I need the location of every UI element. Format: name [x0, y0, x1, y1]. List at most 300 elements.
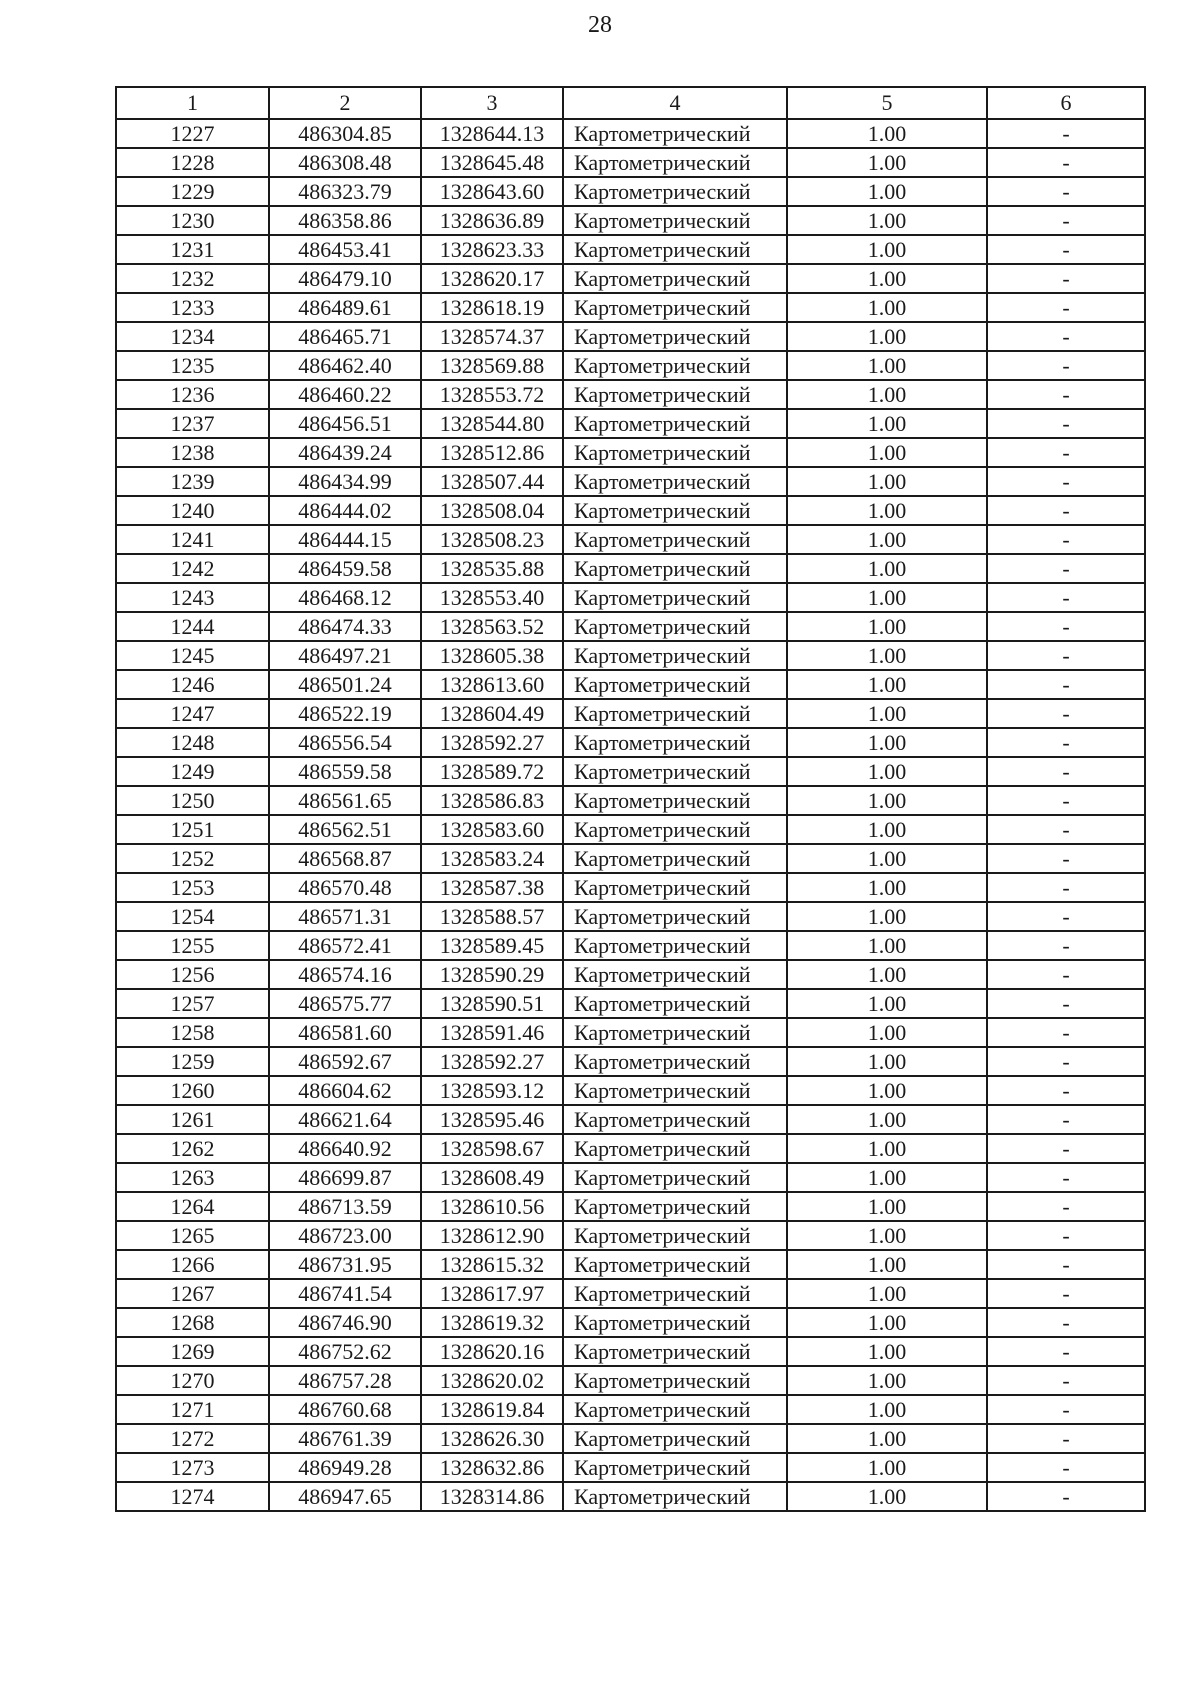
x-coordinate-cell: 486304.85	[269, 119, 421, 148]
y-coordinate-cell: 1328314.86	[421, 1482, 563, 1511]
accuracy-cell: 1.00	[787, 1366, 987, 1395]
method-cell: Картометрический	[563, 1308, 787, 1337]
table-row	[116, 757, 1145, 786]
y-coordinate-cell: 1328613.60	[421, 670, 563, 699]
method-cell: Картометрический	[563, 148, 787, 177]
accuracy-cell: 1.00	[787, 1453, 987, 1482]
x-coordinate-cell: 486474.33	[269, 612, 421, 641]
x-coordinate-cell: 486559.58	[269, 757, 421, 786]
method-cell: Картометрический	[563, 1221, 787, 1250]
method-cell: Картометрический	[563, 438, 787, 467]
header-cell-4: 4	[563, 87, 787, 119]
accuracy-cell: 1.00	[787, 1395, 987, 1424]
accuracy-cell: 1.00	[787, 844, 987, 873]
x-coordinate-cell: 486699.87	[269, 1163, 421, 1192]
description-cell: -	[987, 1221, 1145, 1250]
method-cell: Картометрический	[563, 554, 787, 583]
y-coordinate-cell: 1328619.84	[421, 1395, 563, 1424]
table-row	[116, 1395, 1145, 1424]
description-cell: -	[987, 1279, 1145, 1308]
point-number-cell: 1242	[116, 554, 269, 583]
accuracy-cell: 1.00	[787, 177, 987, 206]
description-cell: -	[987, 844, 1145, 873]
y-coordinate-cell: 1328508.23	[421, 525, 563, 554]
table-row	[116, 438, 1145, 467]
accuracy-cell: 1.00	[787, 1018, 987, 1047]
description-cell: -	[987, 467, 1145, 496]
point-number-cell: 1250	[116, 786, 269, 815]
point-number-cell: 1249	[116, 757, 269, 786]
point-number-cell: 1230	[116, 206, 269, 235]
method-cell: Картометрический	[563, 380, 787, 409]
method-cell: Картометрический	[563, 902, 787, 931]
table-row	[116, 264, 1145, 293]
point-number-cell: 1247	[116, 699, 269, 728]
x-coordinate-cell: 486497.21	[269, 641, 421, 670]
method-cell: Картометрический	[563, 960, 787, 989]
description-cell: -	[987, 496, 1145, 525]
table-row	[116, 322, 1145, 351]
description-cell: -	[987, 902, 1145, 931]
table-row	[116, 786, 1145, 815]
accuracy-cell: 1.00	[787, 1047, 987, 1076]
description-cell: -	[987, 1047, 1145, 1076]
method-cell: Картометрический	[563, 612, 787, 641]
accuracy-cell: 1.00	[787, 786, 987, 815]
x-coordinate-cell: 486574.16	[269, 960, 421, 989]
method-cell: Картометрический	[563, 1076, 787, 1105]
method-cell: Картометрический	[563, 989, 787, 1018]
y-coordinate-cell: 1328612.90	[421, 1221, 563, 1250]
method-cell: Картометрический	[563, 786, 787, 815]
table-row	[116, 1221, 1145, 1250]
method-cell: Картометрический	[563, 873, 787, 902]
table-row	[116, 1192, 1145, 1221]
y-coordinate-cell: 1328608.49	[421, 1163, 563, 1192]
y-coordinate-cell: 1328592.27	[421, 728, 563, 757]
x-coordinate-cell: 486640.92	[269, 1134, 421, 1163]
accuracy-cell: 1.00	[787, 409, 987, 438]
accuracy-cell: 1.00	[787, 1192, 987, 1221]
description-cell: -	[987, 1337, 1145, 1366]
x-coordinate-cell: 486723.00	[269, 1221, 421, 1250]
table-row	[116, 960, 1145, 989]
description-cell: -	[987, 264, 1145, 293]
point-number-cell: 1248	[116, 728, 269, 757]
header-cell-3: 3	[421, 87, 563, 119]
point-number-cell: 1253	[116, 873, 269, 902]
table-row	[116, 1163, 1145, 1192]
point-number-cell: 1246	[116, 670, 269, 699]
table-row	[116, 641, 1145, 670]
table-row	[116, 1482, 1145, 1511]
accuracy-cell: 1.00	[787, 931, 987, 960]
y-coordinate-cell: 1328617.97	[421, 1279, 563, 1308]
accuracy-cell: 1.00	[787, 670, 987, 699]
point-number-cell: 1264	[116, 1192, 269, 1221]
description-cell: -	[987, 931, 1145, 960]
y-coordinate-cell: 1328645.48	[421, 148, 563, 177]
method-cell: Картометрический	[563, 1395, 787, 1424]
y-coordinate-cell: 1328553.72	[421, 380, 563, 409]
table-row	[116, 699, 1145, 728]
x-coordinate-cell: 486562.51	[269, 815, 421, 844]
y-coordinate-cell: 1328583.24	[421, 844, 563, 873]
accuracy-cell: 1.00	[787, 293, 987, 322]
table-row	[116, 1250, 1145, 1279]
point-number-cell: 1227	[116, 119, 269, 148]
y-coordinate-cell: 1328535.88	[421, 554, 563, 583]
method-cell: Картометрический	[563, 1163, 787, 1192]
x-coordinate-cell: 486604.62	[269, 1076, 421, 1105]
table-row	[116, 989, 1145, 1018]
description-cell: -	[987, 1134, 1145, 1163]
description-cell: -	[987, 380, 1145, 409]
y-coordinate-cell: 1328620.17	[421, 264, 563, 293]
x-coordinate-cell: 486465.71	[269, 322, 421, 351]
point-number-cell: 1263	[116, 1163, 269, 1192]
y-coordinate-cell: 1328619.32	[421, 1308, 563, 1337]
description-cell: -	[987, 177, 1145, 206]
table-header-row	[116, 87, 1145, 119]
method-cell: Картометрический	[563, 177, 787, 206]
description-cell: -	[987, 757, 1145, 786]
table-row	[116, 1018, 1145, 1047]
description-cell: -	[987, 1395, 1145, 1424]
accuracy-cell: 1.00	[787, 960, 987, 989]
description-cell: -	[987, 525, 1145, 554]
point-number-cell: 1257	[116, 989, 269, 1018]
table-row	[116, 1105, 1145, 1134]
description-cell: -	[987, 119, 1145, 148]
x-coordinate-cell: 486444.02	[269, 496, 421, 525]
accuracy-cell: 1.00	[787, 1337, 987, 1366]
description-cell: -	[987, 612, 1145, 641]
table-row	[116, 206, 1145, 235]
method-cell: Картометрический	[563, 728, 787, 757]
y-coordinate-cell: 1328590.51	[421, 989, 563, 1018]
description-cell: -	[987, 554, 1145, 583]
x-coordinate-cell: 486571.31	[269, 902, 421, 931]
accuracy-cell: 1.00	[787, 989, 987, 1018]
header-cell-5: 5	[787, 87, 987, 119]
point-number-cell: 1241	[116, 525, 269, 554]
description-cell: -	[987, 1453, 1145, 1482]
x-coordinate-cell: 486713.59	[269, 1192, 421, 1221]
y-coordinate-cell: 1328605.38	[421, 641, 563, 670]
method-cell: Картометрический	[563, 119, 787, 148]
y-coordinate-cell: 1328574.37	[421, 322, 563, 351]
x-coordinate-cell: 486581.60	[269, 1018, 421, 1047]
method-cell: Картометрический	[563, 1453, 787, 1482]
method-cell: Картометрический	[563, 235, 787, 264]
x-coordinate-cell: 486947.65	[269, 1482, 421, 1511]
y-coordinate-cell: 1328618.19	[421, 293, 563, 322]
method-cell: Картометрический	[563, 351, 787, 380]
point-number-cell: 1233	[116, 293, 269, 322]
description-cell: -	[987, 1366, 1145, 1395]
accuracy-cell: 1.00	[787, 1134, 987, 1163]
point-number-cell: 1266	[116, 1250, 269, 1279]
accuracy-cell: 1.00	[787, 322, 987, 351]
method-cell: Картометрический	[563, 206, 787, 235]
y-coordinate-cell: 1328583.60	[421, 815, 563, 844]
x-coordinate-cell: 486439.24	[269, 438, 421, 467]
x-coordinate-cell: 486460.22	[269, 380, 421, 409]
x-coordinate-cell: 486561.65	[269, 786, 421, 815]
point-number-cell: 1267	[116, 1279, 269, 1308]
method-cell: Картометрический	[563, 699, 787, 728]
method-cell: Картометрический	[563, 1192, 787, 1221]
y-coordinate-cell: 1328591.46	[421, 1018, 563, 1047]
description-cell: -	[987, 1163, 1145, 1192]
table-row	[116, 1424, 1145, 1453]
description-cell: -	[987, 148, 1145, 177]
accuracy-cell: 1.00	[787, 496, 987, 525]
method-cell: Картометрический	[563, 1018, 787, 1047]
y-coordinate-cell: 1328586.83	[421, 786, 563, 815]
method-cell: Картометрический	[563, 931, 787, 960]
description-cell: -	[987, 786, 1145, 815]
table-row	[116, 583, 1145, 612]
description-cell: -	[987, 1308, 1145, 1337]
x-coordinate-cell: 486444.15	[269, 525, 421, 554]
accuracy-cell: 1.00	[787, 1250, 987, 1279]
header-cell-1: 1	[116, 87, 269, 119]
description-cell: -	[987, 670, 1145, 699]
description-cell: -	[987, 293, 1145, 322]
point-number-cell: 1232	[116, 264, 269, 293]
point-number-cell: 1256	[116, 960, 269, 989]
x-coordinate-cell: 486459.58	[269, 554, 421, 583]
y-coordinate-cell: 1328590.29	[421, 960, 563, 989]
method-cell: Картометрический	[563, 467, 787, 496]
method-cell: Картометрический	[563, 1424, 787, 1453]
method-cell: Картометрический	[563, 264, 787, 293]
y-coordinate-cell: 1328598.67	[421, 1134, 563, 1163]
y-coordinate-cell: 1328569.88	[421, 351, 563, 380]
accuracy-cell: 1.00	[787, 1163, 987, 1192]
point-number-cell: 1273	[116, 1453, 269, 1482]
table-row	[116, 1453, 1145, 1482]
method-cell: Картометрический	[563, 641, 787, 670]
accuracy-cell: 1.00	[787, 1105, 987, 1134]
x-coordinate-cell: 486757.28	[269, 1366, 421, 1395]
method-cell: Картометрический	[563, 1279, 787, 1308]
accuracy-cell: 1.00	[787, 873, 987, 902]
header-cell-2: 2	[269, 87, 421, 119]
y-coordinate-cell: 1328643.60	[421, 177, 563, 206]
accuracy-cell: 1.00	[787, 554, 987, 583]
table-row	[116, 902, 1145, 931]
method-cell: Картометрический	[563, 844, 787, 873]
description-cell: -	[987, 641, 1145, 670]
description-cell: -	[987, 322, 1145, 351]
description-cell: -	[987, 1192, 1145, 1221]
table-row	[116, 119, 1145, 148]
x-coordinate-cell: 486568.87	[269, 844, 421, 873]
x-coordinate-cell: 486570.48	[269, 873, 421, 902]
method-cell: Картометрический	[563, 583, 787, 612]
table-row	[116, 525, 1145, 554]
point-number-cell: 1268	[116, 1308, 269, 1337]
method-cell: Картометрический	[563, 1105, 787, 1134]
y-coordinate-cell: 1328588.57	[421, 902, 563, 931]
table-row	[116, 1337, 1145, 1366]
x-coordinate-cell: 486434.99	[269, 467, 421, 496]
point-number-cell: 1254	[116, 902, 269, 931]
accuracy-cell: 1.00	[787, 380, 987, 409]
table-row	[116, 467, 1145, 496]
accuracy-cell: 1.00	[787, 1424, 987, 1453]
table-row	[116, 844, 1145, 873]
description-cell: -	[987, 1105, 1145, 1134]
method-cell: Картометрический	[563, 1250, 787, 1279]
table-row	[116, 1047, 1145, 1076]
table-row	[116, 1366, 1145, 1395]
description-cell: -	[987, 351, 1145, 380]
y-coordinate-cell: 1328610.56	[421, 1192, 563, 1221]
table-row	[116, 728, 1145, 757]
point-number-cell: 1243	[116, 583, 269, 612]
table-row	[116, 931, 1145, 960]
point-number-cell: 1236	[116, 380, 269, 409]
point-number-cell: 1262	[116, 1134, 269, 1163]
y-coordinate-cell: 1328587.38	[421, 873, 563, 902]
y-coordinate-cell: 1328593.12	[421, 1076, 563, 1105]
accuracy-cell: 1.00	[787, 235, 987, 264]
x-coordinate-cell: 486468.12	[269, 583, 421, 612]
table-row	[116, 554, 1145, 583]
point-number-cell: 1234	[116, 322, 269, 351]
method-cell: Картометрический	[563, 322, 787, 351]
accuracy-cell: 1.00	[787, 728, 987, 757]
accuracy-cell: 1.00	[787, 264, 987, 293]
table-row	[116, 1279, 1145, 1308]
y-coordinate-cell: 1328563.52	[421, 612, 563, 641]
y-coordinate-cell: 1328644.13	[421, 119, 563, 148]
accuracy-cell: 1.00	[787, 902, 987, 931]
accuracy-cell: 1.00	[787, 612, 987, 641]
y-coordinate-cell: 1328595.46	[421, 1105, 563, 1134]
point-number-cell: 1274	[116, 1482, 269, 1511]
method-cell: Картометрический	[563, 1366, 787, 1395]
coordinates-table	[115, 86, 1146, 1512]
accuracy-cell: 1.00	[787, 699, 987, 728]
table-row	[116, 409, 1145, 438]
accuracy-cell: 1.00	[787, 351, 987, 380]
accuracy-cell: 1.00	[787, 206, 987, 235]
accuracy-cell: 1.00	[787, 1279, 987, 1308]
x-coordinate-cell: 486760.68	[269, 1395, 421, 1424]
description-cell: -	[987, 409, 1145, 438]
x-coordinate-cell: 486556.54	[269, 728, 421, 757]
description-cell: -	[987, 728, 1145, 757]
point-number-cell: 1252	[116, 844, 269, 873]
table-row	[116, 612, 1145, 641]
x-coordinate-cell: 486746.90	[269, 1308, 421, 1337]
y-coordinate-cell: 1328512.86	[421, 438, 563, 467]
description-cell: -	[987, 960, 1145, 989]
y-coordinate-cell: 1328604.49	[421, 699, 563, 728]
description-cell: -	[987, 1018, 1145, 1047]
x-coordinate-cell: 486456.51	[269, 409, 421, 438]
table-row	[116, 235, 1145, 264]
x-coordinate-cell: 486572.41	[269, 931, 421, 960]
table-row	[116, 670, 1145, 699]
point-number-cell: 1237	[116, 409, 269, 438]
x-coordinate-cell: 486479.10	[269, 264, 421, 293]
accuracy-cell: 1.00	[787, 525, 987, 554]
point-number-cell: 1272	[116, 1424, 269, 1453]
accuracy-cell: 1.00	[787, 757, 987, 786]
table-row	[116, 148, 1145, 177]
method-cell: Картометрический	[563, 815, 787, 844]
point-number-cell: 1239	[116, 467, 269, 496]
description-cell: -	[987, 235, 1145, 264]
point-number-cell: 1238	[116, 438, 269, 467]
accuracy-cell: 1.00	[787, 815, 987, 844]
accuracy-cell: 1.00	[787, 1076, 987, 1105]
method-cell: Картометрический	[563, 409, 787, 438]
table-row	[116, 351, 1145, 380]
x-coordinate-cell: 486752.62	[269, 1337, 421, 1366]
point-number-cell: 1261	[116, 1105, 269, 1134]
table-row	[116, 1134, 1145, 1163]
accuracy-cell: 1.00	[787, 1221, 987, 1250]
page-number: 28	[588, 12, 612, 38]
table-row	[116, 496, 1145, 525]
x-coordinate-cell: 486308.48	[269, 148, 421, 177]
y-coordinate-cell: 1328589.45	[421, 931, 563, 960]
description-cell: -	[987, 583, 1145, 612]
x-coordinate-cell: 486731.95	[269, 1250, 421, 1279]
y-coordinate-cell: 1328589.72	[421, 757, 563, 786]
table-row	[116, 177, 1145, 206]
table-row	[116, 815, 1145, 844]
accuracy-cell: 1.00	[787, 119, 987, 148]
y-coordinate-cell: 1328620.02	[421, 1366, 563, 1395]
description-cell: -	[987, 438, 1145, 467]
point-number-cell: 1259	[116, 1047, 269, 1076]
method-cell: Картометрический	[563, 1337, 787, 1366]
point-number-cell: 1251	[116, 815, 269, 844]
x-coordinate-cell: 486761.39	[269, 1424, 421, 1453]
point-number-cell: 1258	[116, 1018, 269, 1047]
point-number-cell: 1260	[116, 1076, 269, 1105]
x-coordinate-cell: 486592.67	[269, 1047, 421, 1076]
point-number-cell: 1229	[116, 177, 269, 206]
x-coordinate-cell: 486575.77	[269, 989, 421, 1018]
method-cell: Картометрический	[563, 525, 787, 554]
point-number-cell: 1231	[116, 235, 269, 264]
table-row	[116, 1308, 1145, 1337]
x-coordinate-cell: 486453.41	[269, 235, 421, 264]
header-cell-6: 6	[987, 87, 1145, 119]
y-coordinate-cell: 1328615.32	[421, 1250, 563, 1279]
method-cell: Картометрический	[563, 670, 787, 699]
y-coordinate-cell: 1328508.04	[421, 496, 563, 525]
point-number-cell: 1245	[116, 641, 269, 670]
point-number-cell: 1265	[116, 1221, 269, 1250]
table-body	[116, 87, 1145, 1511]
description-cell: -	[987, 815, 1145, 844]
y-coordinate-cell: 1328623.33	[421, 235, 563, 264]
description-cell: -	[987, 1250, 1145, 1279]
y-coordinate-cell: 1328507.44	[421, 467, 563, 496]
method-cell: Картометрический	[563, 1482, 787, 1511]
point-number-cell: 1270	[116, 1366, 269, 1395]
